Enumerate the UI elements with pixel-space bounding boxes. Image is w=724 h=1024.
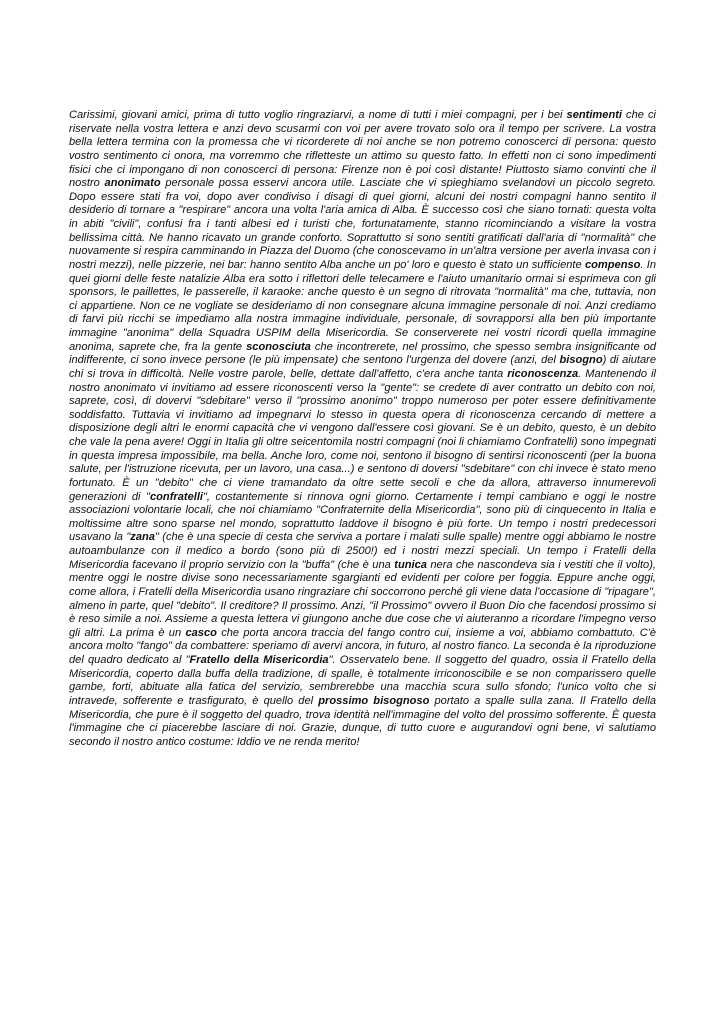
letter-text: " (che è una specie di cesta che serviva a portare i malati sulle spalle) mentre oggi abbiamo le nostre autoambulanze con il medico a bordo (sono più di 2500!) ed i nostri mezzi speciali. Un tempo i Fratelli della Misericordia facevano il proprio servizio con la "buffa" (che è una [69,531,656,571]
emphasis-zana: zana [130,531,155,544]
letter-text: . In quei giorni delle feste natalizie Alba era sotto i riflettori delle telecamere e l'aiuto umanitario ormai si esprimeva con gli sponsors, le paillettes, le passerelle, il karaoke: anche questo è un segno di ritrovata "normalità" ma che, tuttavia, non ci appartiene. Non ce ne vogliate se desideriamo di non consegnare alcuna immagine personale di noi. Anzi crediamo di farvi più ricchi se impediamo alla nostra immagine individuale, personale, di sovrapporsi alla ben più importante immagine "anonima" della Squadra USPIM della Misericordia. Se conserverete nei vostri ricordi quella immagine anonima, saprete che, fra la gente [69,258,656,353]
letter-text: ", costantemente si rinnova ogni giorno. Certamente i tempi cambiano e oggi le nostre associazioni volontarie locali, che noi chiamiamo "Confraternite della Misericordia", sono più di cinquecento in Italia e moltissime altre sono sparse nel mondo, soprattutto laddove il bisogno è più forte. Un tempo i nostri predecessori usavano la " [69,490,656,544]
emphasis-confratelli: confratelli [149,490,203,503]
letter-text: portato a spalle sulla zana. Il Fratello della Misericordia, che pure è il soggetto del quadro, trova identità nell'immagine del volto del prossimo sofferente. È questa l'immagine che ci piacerebbe lasciare di noi. Grazie, dunque, di tutto cuore e augurandovi ogni bene, vi salutiamo secondo il nostro antico costume: Iddio ve ne renda merito! [69,694,656,748]
emphasis-sconosciuta: sconosciuta [246,340,311,353]
letter-text: personale possa esservi ancora utile. Lasciate che vi spieghiamo svelandovi un piccolo segreto. Dopo essere stati fra voi, dopo aver condiviso i disagi di quei giorni, alcuni dei nostri compagni hanno sentito il desiderio di tornare a "respirare" ancora una volta l'aria amica di Alba. È successo così che siano tornati: questa volta in abiti "civili", confusi fra i tanti albesi ed i turisti che, fortunatamente, stanno ricominciando a visitare la vostra bellissima città. Ne hanno ricavato un grande conforto. Soprattutto si sono sentiti gratificati dall'aria di "normalità" che nuovamente si respira camminando in Piazza del Duomo (che conoscevamo in un'altra versione per averla invasa con i nostri mezzi), nelle pizzerie, nei bar: hanno sentito Alba anche un po' loro e questo è stato un sufficiente [69,177,656,271]
letter-body [69,109,656,749]
emphasis-casco: casco [185,626,217,639]
emphasis-bisogno: bisogno [559,354,603,367]
letter-text: che porta ancora traccia del fango contro cui, insieme a voi, abbiamo combattuto. C'è ancora molto "fango" da combattere: speriamo di avervi ancora, in futuro, al nostro fianco. La seconda è la riproduzione del quadro dedicato al " [69,626,656,666]
emphasis-tunica: tunica [394,558,427,571]
letter-text: che ci riservate nella vostra lettera e anzi devo scusarmi con voi per avere trovato solo ora il tempo per scrivere. La vostra bella lettera termina con la promessa che vi ricorderete di noi anche se non potremo conoscerci di persona: questo vostro sentimento ci onora, ma vorremmo che rifletteste un attimo su questo fatto. In effetti non ci sono impedimenti fisici che ci impongano di non conoscerci di persona: Firenze non è poi così distante! Piuttosto siamo convinti che il nostro [69,109,656,190]
emphasis-prossimo-bisognoso: prossimo bisognoso [318,694,430,707]
letter-text: . Mantenendo il nostro anonimato vi invitiamo ad essere riconoscenti verso la "gente": se credete di aver contratto un debito con noi, saprete, così, di dovervi "sdebitare" verso il "prossimo anonimo" troppo numeroso per poter essere definitivamente soddisfatto. Tuttavia vi invitiamo ad impegnarvi lo stesso in questa opera di riconoscenza cercando di mettere a disposizione degli altri le enormi capacità che vi vengono dall'essere così giovani. Se è un debito, questo, è un debito che vale la pena avere! Oggi in Italia gli oltre seicentomila nostri compagni (noi li chiamiamo Confratelli) sono impegnati in questa impresa impossibile, ma bella. Anche loro, come noi, sentono il bisogno di sentirsi riconoscenti (per la buona salute, per l'istruzione ricevuta, per un lavoro, una casa...) e sentono di doversi "sdebitare" con chi invece è stato meno fortunato. È un "debito" che ci viene tramandato da oltre sette secoli e che da allora, attraverso innumerevoli generazioni di " [69,367,657,503]
letter-text: ) di aiutare chi si trova in difficoltà. Nelle vostre parole, belle, dettate dall'affetto, c'era anche tanta [69,354,656,380]
emphasis-riconoscenza: riconoscenza [507,367,579,380]
letter-text: Carissimi, giovani amici, prima di tutto voglio ringraziarvi, a nome di tutti i miei compagni, per i bei [69,109,567,121]
emphasis-anonimato: anonimato [104,177,161,190]
letter-text: ". Osservatelo bene. Il soggetto del quadro, ossia il Fratello della Misericordia, coperto dalla buffa della tradizione, di spalle, è totalmente irriconoscibile e se non comparissero quelle gambe, forti, abituate alla fatica del servizio, sembrerebbe una macchia scura sullo sfondo; l'unico volto che si intravede, sofferente e trasfigurato, è quello del [69,654,656,707]
emphasis-sentimenti: sentimenti [566,109,623,121]
letter-text: che incontrerete, nel prossimo, che spesso sembra insignificante od indifferente, ci sono invece persone (le più impensate) che sentono l'urgenza del dovere (anzi, del [69,340,657,367]
emphasis-compenso: compenso [584,258,641,271]
emphasis-fratello-della-misericordia: Fratello della Misericordia [189,654,329,666]
letter-text: nera che nascondeva sia i vestiti che il volto), mentre oggi le nostre divise sono necessariamente sgargianti ed evidenti per colore per foggia. Eppure anche oggi, come allora, i Fratelli della Misericordia usano ringraziare chi soccorrono perché gli viene data l'occasione di "ripagare", almeno in parte, quel "debito". Il creditore? Il prossimo. Anzi, "il Prossimo" ovvero il Buon Dio che facendosi prossimo si è reso simile a noi. Assieme a questa lettera vi giungono anche due cose che vi aiuteranno a ricordare l'impegno verso gli altri. La prima è un [69,558,656,639]
